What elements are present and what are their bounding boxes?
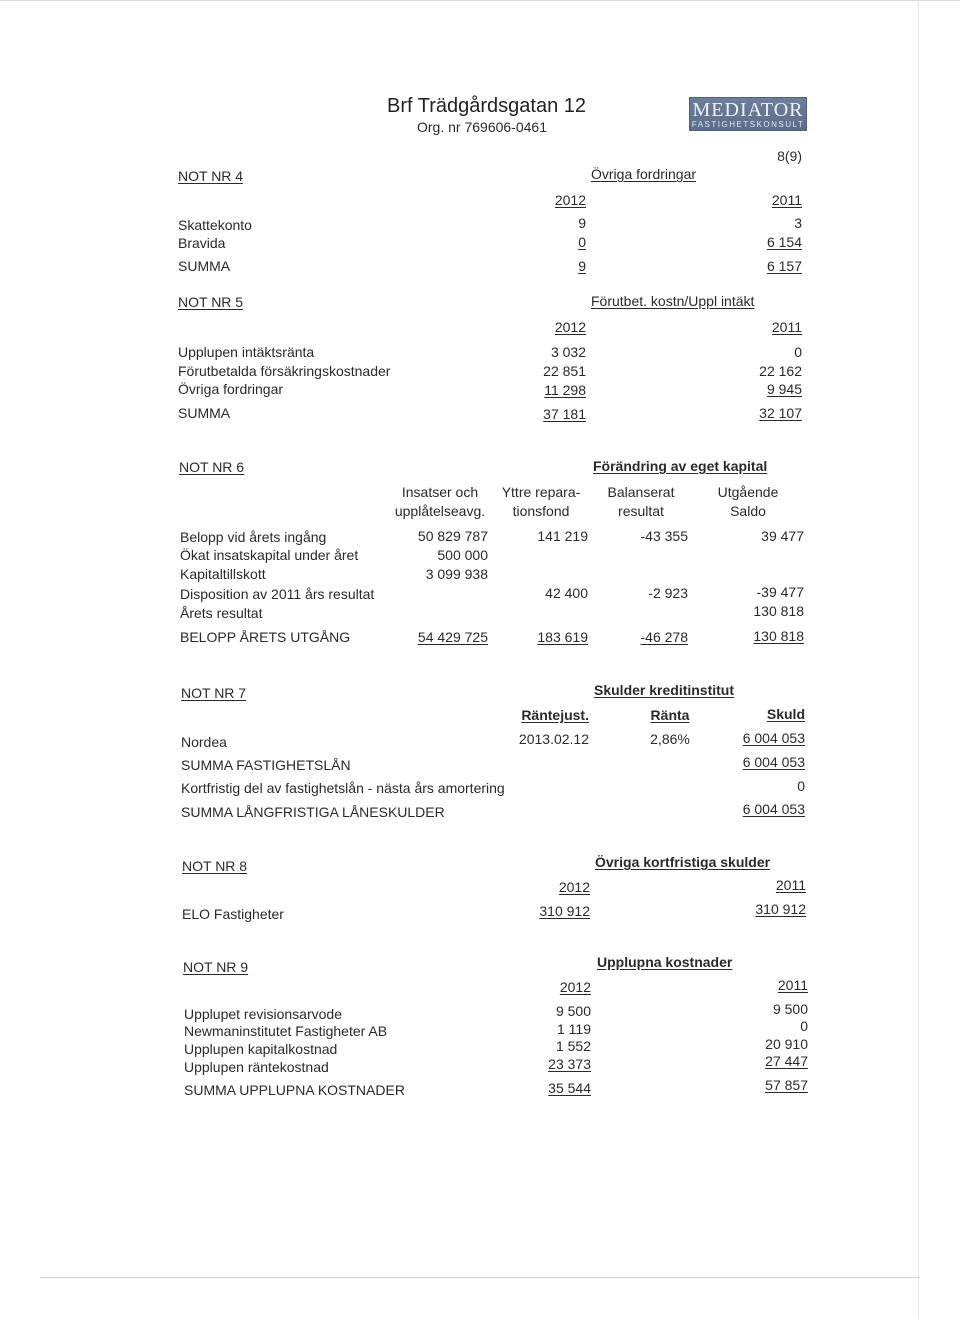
not5-year-2011: 2011 (771, 319, 802, 335)
not5-year-2012: 2012 (554, 319, 586, 335)
not7-summa-lang-label: SUMMA LÅNGFRISTIGA LÅNESKULDER (181, 804, 445, 820)
not9-total-2012: 35 544 (548, 1080, 591, 1096)
not8-row-2011: 310 912 (755, 901, 806, 917)
not5-total-2012: 37 181 (543, 406, 586, 422)
not9-heading: Upplupna kostnader (597, 954, 733, 970)
not7-summa-fastighetslan-value: 6 004 053 (742, 754, 805, 770)
not5-row-2012: 3 032 (550, 344, 586, 360)
not9-label: NOT NR 9 (183, 959, 249, 975)
logo-sub-text: FASTIGHETSKONSULT (691, 120, 805, 129)
not9-row-2012: 9 500 (555, 1003, 591, 1019)
not6-total-cell: -46 278 (640, 629, 688, 645)
not5-row-2012: 11 298 (544, 382, 586, 398)
not4-total-label: SUMMA (178, 258, 231, 274)
not9-row-2012: 23 373 (548, 1056, 591, 1072)
not7-kortfristig-value: 0 (797, 778, 805, 794)
not7-nordea-ranta: 2,86% (650, 731, 690, 747)
not7-nordea-rantejust: 2013.02.12 (518, 731, 589, 747)
not9-row-label: Upplupet revisionsarvode (184, 1006, 342, 1022)
not6-label: NOT NR 6 (179, 459, 245, 475)
not9-row-2011: 0 (800, 1018, 808, 1034)
not6-total-cell: 54 429 725 (417, 629, 488, 645)
not8-row-2012: 310 912 (539, 903, 590, 919)
not7-summa-lang-value: 6 004 053 (742, 801, 805, 817)
not9-row-2012: 1 552 (555, 1038, 591, 1054)
not9-total-label: SUMMA UPPLUPNA KOSTNADER (184, 1082, 405, 1098)
not7-col-rantejust: Räntejust. (521, 707, 589, 723)
not8-label: NOT NR 8 (182, 858, 248, 874)
not5-label: NOT NR 5 (178, 294, 244, 310)
not6-cell: 50 829 787 (417, 528, 488, 544)
not9-total-2011: 57 857 (765, 1077, 808, 1093)
not7-nordea-skuld: 6 004 053 (742, 730, 805, 746)
not6-row-label: Årets resultat (180, 605, 263, 621)
not6-col2-header: tionsfond (512, 503, 570, 519)
not9-row-label: Newmaninstitutet Fastigheter AB (184, 1023, 388, 1039)
not4-row-2011: 3 (794, 215, 802, 231)
not4-year-2011: 2011 (771, 192, 802, 208)
not6-cell: 500 000 (437, 547, 488, 563)
not4-heading: Övriga fordringar (591, 166, 697, 182)
not4-row-2011: 6 154 (766, 234, 802, 250)
not6-row-label: Kapitaltillskott (180, 566, 266, 582)
not4-row-2012: 9 (578, 215, 586, 231)
not7-col-skuld: Skuld (766, 706, 805, 722)
page-number: 8(9) (777, 148, 802, 164)
not9-year-2012: 2012 (559, 979, 591, 995)
not4-row-2012: 0 (578, 234, 586, 250)
not5-row-label: Upplupen intäktsränta (178, 344, 315, 360)
not6-total-cell: 130 818 (753, 628, 804, 644)
not5-total-label: SUMMA (178, 405, 231, 421)
not6-cell: 39 477 (761, 528, 804, 544)
not9-row-label: Upplupen räntekostnad (184, 1059, 329, 1075)
not6-col3-header: resultat (618, 503, 664, 519)
not6-cell: 141 219 (537, 528, 588, 544)
not6-col2-header: Yttre repara- (501, 484, 581, 500)
not7-nordea-label: Nordea (181, 734, 227, 750)
not6-cell: -39 477 (756, 584, 804, 600)
not6-cell: -2 923 (648, 585, 688, 601)
not5-row-2011: 0 (794, 344, 802, 360)
not7-label: NOT NR 7 (181, 685, 247, 701)
not9-row-2012: 1 119 (557, 1021, 591, 1037)
not5-heading: Förutbet. kostn/Uppl intäkt (591, 293, 755, 309)
not8-heading: Övriga kortfristiga skulder (595, 854, 771, 870)
not7-heading: Skulder kreditinstitut (594, 682, 735, 698)
not8-year-2012: 2012 (558, 879, 590, 895)
not8-year-2011: 2011 (775, 877, 806, 893)
not6-cell: 42 400 (545, 585, 588, 601)
logo-main-text: MEDIATOR (692, 99, 804, 121)
not5-row-2011: 22 162 (759, 363, 802, 379)
not4-year-2012: 2012 (554, 192, 586, 208)
not7-summa-fastighetslan-label: SUMMA FASTIGHETSLÅN (181, 757, 351, 773)
not4-total-2012: 9 (578, 258, 586, 274)
not6-col1-header: Insatser och (401, 484, 479, 500)
mediator-logo (689, 97, 807, 131)
not5-row-2012: 22 851 (543, 363, 586, 379)
company-name: Brf Trädgårdsgatan 12 (387, 95, 587, 117)
not6-cell: 3 099 938 (425, 566, 488, 582)
not6-heading: Förändring av eget kapital (593, 458, 768, 474)
not6-cell: 130 818 (753, 603, 804, 619)
not4-row-label: Skattekonto (178, 217, 252, 233)
not4-label: NOT NR 4 (178, 168, 244, 184)
not9-row-2011: 20 910 (765, 1036, 808, 1052)
not6-col1-header: upplåtelseavg. (394, 503, 486, 519)
not4-total-2011: 6 157 (766, 258, 802, 274)
not6-cell: -43 355 (640, 528, 688, 544)
not6-col4-header: Saldo (730, 503, 766, 519)
not5-row-label: Övriga fordringar (178, 381, 284, 397)
not5-total-2011: 32 107 (759, 405, 802, 421)
not6-row-label: Disposition av 2011 års resultat (180, 586, 375, 602)
not6-total-label: BELOPP ÅRETS UTGÅNG (180, 629, 351, 645)
not5-row-2011: 9 945 (766, 381, 802, 397)
scan-edge-top (0, 0, 960, 1)
not6-col4-header: Utgående (717, 484, 779, 500)
not5-row-label: Förutbetalda försäkringskostnader (178, 363, 391, 379)
not8-row-label: ELO Fastigheter (182, 906, 284, 922)
org-number: Org. nr 769606-0461 (417, 119, 547, 135)
scan-edge-right (918, 0, 919, 1319)
not7-col-ranta: Ränta (650, 707, 690, 723)
not9-row-label: Upplupen kapitalkostnad (184, 1041, 338, 1057)
scan-edge-bottom (40, 1277, 920, 1278)
not9-row-2011: 27 447 (765, 1053, 808, 1069)
not6-row-label: Belopp vid årets ingång (180, 529, 327, 545)
not6-total-cell: 183 619 (537, 629, 588, 645)
not6-row-label: Ökat insatskapital under året (180, 547, 359, 563)
not9-row-2011: 9 500 (772, 1001, 808, 1017)
not4-row-label: Bravida (178, 235, 226, 251)
not9-year-2011: 2011 (777, 977, 808, 993)
not7-kortfristig-label: Kortfristig del av fastighetslån - nästa års amortering (181, 780, 505, 796)
not6-col3-header: Balanserat (607, 484, 675, 500)
